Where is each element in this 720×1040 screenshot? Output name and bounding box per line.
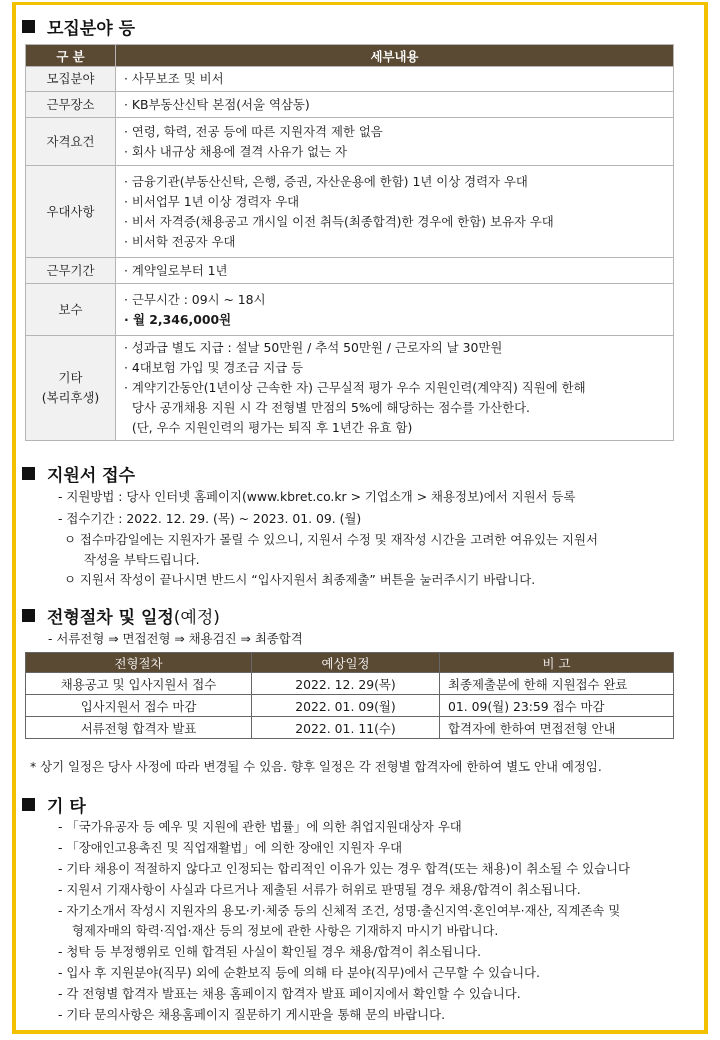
- section-title-process: [22, 603, 220, 628]
- section-title-text: 기 타: [47, 797, 86, 817]
- row-value: [116, 67, 674, 92]
- misc-item: - 기타 문의사항은 채용홈페이지 질문하기 게시판을 통해 문의 바랍니다.: [58, 1007, 446, 1022]
- row-label: 자격요건: [26, 118, 116, 166]
- section-title-application: [22, 461, 135, 486]
- square-bullet-icon: [22, 798, 35, 811]
- schedule-step: 채용공고 및 입사지원서 접수: [26, 673, 252, 695]
- square-bullet-icon: [22, 609, 35, 622]
- row-label-main: 기타: [58, 370, 83, 385]
- schedule-step: 서류전형 합격자 발표: [26, 717, 252, 739]
- table-row: [26, 67, 674, 92]
- row-item: · 비서 자격증(채용공고 개시일 이전 취득(최종합격)한 경우에 한함) 보유자 우대: [124, 213, 554, 229]
- table-header-details: 세부내용: [116, 45, 674, 67]
- row-item: · 성과급 별도 지급 : 설날 50만원 / 추석 50만원 / 근로자의 날 30만원: [124, 340, 503, 355]
- section-title-paren: (예정): [173, 608, 220, 628]
- application-note: ㅇ 접수마감일에는 지원자가 몰릴 수 있으니, 지원서 수정 및 재작성 시간을 고려한 여유있는 지원서: [64, 532, 598, 547]
- row-value: [116, 118, 674, 166]
- schedule-header-date: 예상일정: [252, 653, 440, 673]
- recruitment-table: [25, 44, 674, 441]
- row-item: · 계약기간동안(1년이상 근속한 자) 근무실적 평가 우수 지원인력(계약직) 직원에 한해: [124, 380, 586, 395]
- row-value: [116, 284, 674, 336]
- misc-item: - 「국가유공자 등 예우 및 지원에 관한 법률」에 의한 취업지원대상자 우대: [58, 819, 462, 834]
- schedule-footnote: * 상기 일정은 당사 사정에 따라 변경될 수 있음. 향후 일정은 각 전형별 합격자에 한하여 별도 안내 예정임.: [30, 759, 602, 774]
- schedule-table: [25, 652, 674, 739]
- row-label: 모집분야: [26, 67, 116, 92]
- table-row: [26, 166, 674, 258]
- row-label-sub: (복리후생): [41, 390, 100, 405]
- misc-item: - 자기소개서 작성시 지원자의 용모·키·체중 등의 신체적 조건, 성명·출신지역·혼인여부·재산, 직계존속 및: [58, 903, 621, 918]
- misc-item: - 지원서 기재사항이 사실과 다르거나 제출된 서류가 허위로 판명될 경우 채용/합격이 취소됩니다.: [58, 882, 581, 897]
- row-item: · KB부동산신탁 본점(서울 역삼동): [124, 96, 310, 112]
- application-method: - 지원방법 : 당사 인터넷 홈페이지(www.kbret.co.kr > 기업소개 > 채용정보)에서 지원서 등록: [58, 489, 576, 504]
- row-label: 우대사항: [26, 166, 116, 258]
- schedule-date: 2022. 01. 09(월): [252, 695, 440, 717]
- table-row: [26, 673, 674, 695]
- row-label: 근무기간: [26, 258, 116, 284]
- section-title-recruitment: [22, 14, 135, 39]
- application-note: ㅇ 지원서 작성이 끝나시면 반드시 “입사지원서 최종제출” 버튼을 눌러주시기 바랍니다.: [64, 572, 536, 587]
- table-row: [26, 717, 674, 739]
- row-item: · 근무시간 : 09시 ~ 18시: [124, 291, 266, 307]
- row-label: 보수: [26, 284, 116, 336]
- table-row: [26, 284, 674, 336]
- schedule-header-step: 전형절차: [26, 653, 252, 673]
- row-value: [116, 92, 674, 118]
- schedule-date: 2022. 12. 29(목): [252, 673, 440, 695]
- table-row: [26, 336, 674, 441]
- misc-item: - 입사 후 지원분야(직무) 외에 순환보직 등에 의해 타 분야(직무)에서 근무할 수 있습니다.: [58, 965, 540, 980]
- row-item: · 비서업무 1년 이상 경력자 우대: [124, 193, 300, 209]
- misc-item: - 청탁 등 부정행위로 인해 합격된 사실이 확인될 경우 채용/합격이 취소됩니다.: [58, 944, 482, 959]
- table-row: [26, 118, 674, 166]
- row-item: 당사 공개채용 지원 시 각 전형별 만점의 5%에 해당하는 점수를 가산한다.: [124, 400, 531, 415]
- section-title-misc: [22, 792, 86, 817]
- square-bullet-icon: [22, 20, 35, 33]
- schedule-date: 2022. 01. 11(수): [252, 717, 440, 739]
- table-row: [26, 695, 674, 717]
- misc-item: - 기타 채용이 적절하지 않다고 인정되는 합리적인 이유가 있는 경우 합격(또는 채용)이 취소될 수 있습니다: [58, 861, 630, 876]
- row-item: · 4대보험 가입 및 경조금 지급 등: [124, 360, 304, 375]
- row-value: [116, 166, 674, 258]
- table-row: [26, 92, 674, 118]
- row-item: · 금융기관(부동산신탁, 은행, 증권, 자산운용에 한함) 1년 이상 경력자 우대: [124, 173, 528, 189]
- row-value: [116, 258, 674, 284]
- section-title-text: 모집분야 등: [47, 19, 136, 39]
- schedule-note: 최종제출분에 한해 지원접수 완료: [440, 673, 674, 695]
- schedule-note: 합격자에 한하여 면접전형 안내: [440, 717, 674, 739]
- section-title-text: 지원서 접수: [47, 466, 136, 486]
- square-bullet-icon: [22, 467, 35, 480]
- table-header-category: 구 분: [26, 45, 116, 67]
- row-item: · 사무보조 및 비서: [124, 71, 224, 86]
- schedule-header-note: 비 고: [440, 653, 674, 673]
- application-period: - 접수기간 : 2022. 12. 29. (목) ~ 2023. 01. 09. (월): [58, 511, 362, 526]
- row-item: (단, 우수 지원인력의 평가는 퇴직 후 1년간 유효 함): [124, 420, 413, 435]
- process-flow: - 서류전형 ⇒ 면접전형 ⇒ 채용검진 ⇒ 최종합격: [48, 631, 303, 646]
- schedule-step: 입사지원서 접수 마감: [26, 695, 252, 717]
- section-title-text: 전형절차 및 일정: [47, 608, 174, 628]
- misc-item: - 각 전형별 합격자 발표는 채용 홈페이지 합격자 발표 페이지에서 확인할 수 있습니다.: [58, 986, 521, 1001]
- salary-amount: · 월 2,346,000원: [124, 311, 232, 327]
- row-item: · 연령, 학력, 전공 등에 따른 지원자격 제한 없음: [124, 123, 383, 139]
- schedule-note: 01. 09(월) 23:59 접수 마감: [440, 695, 674, 717]
- row-item: · 계약일로부터 1년: [124, 262, 228, 278]
- application-note-cont: 작성을 부탁드립니다.: [84, 552, 200, 567]
- row-value: [116, 336, 674, 441]
- row-label: 근무장소: [26, 92, 116, 118]
- misc-item-cont: 형제자매의 학력·직업·재산 등의 정보에 관한 사항은 기재하지 마시기 바랍니다.: [72, 923, 499, 938]
- row-label: [26, 336, 116, 441]
- row-item: · 비서학 전공자 우대: [124, 233, 236, 249]
- misc-item: - 「장애인고용촉진 및 직업재활법」에 의한 장애인 지원자 우대: [58, 840, 403, 855]
- row-item: · 회사 내규상 채용에 결격 사유가 없는 자: [124, 143, 348, 159]
- table-row: [26, 258, 674, 284]
